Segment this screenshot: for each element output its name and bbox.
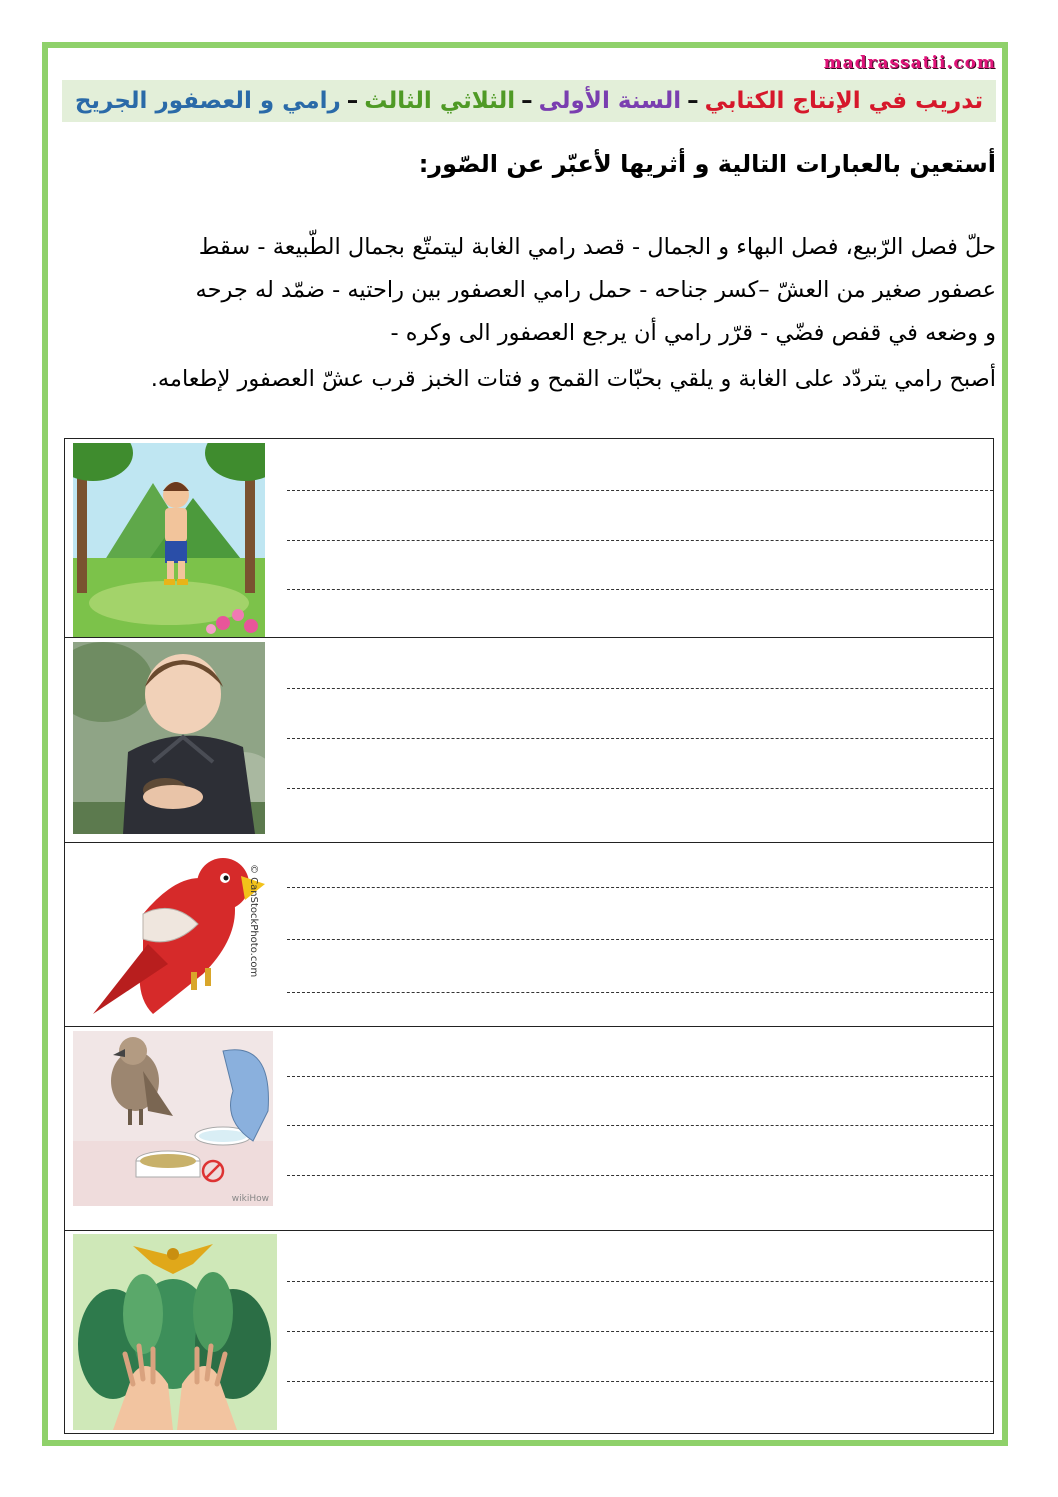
releasing-bird-picture <box>73 1234 277 1430</box>
dotted-line <box>287 1331 993 1332</box>
writing-lines <box>287 1230 993 1435</box>
table-row <box>65 439 993 637</box>
instruction: أستعين بالعبارات التالية و أثريها لأعبّر عن الصّور: <box>418 150 996 178</box>
banner-part-2: السنة الأولى <box>538 88 682 114</box>
table-row <box>65 1230 993 1435</box>
boy-in-forest-picture <box>73 443 265 637</box>
bandaged-red-bird-picture <box>73 844 275 1024</box>
writing-lines <box>287 1026 993 1230</box>
bird-with-food-bowls-picture <box>73 1031 273 1206</box>
dotted-line <box>287 490 993 491</box>
banner-part-1: تدريب في الإنتاج الكتابي <box>704 88 984 114</box>
boy-holding-bird-picture <box>73 642 265 834</box>
dotted-line <box>287 788 993 789</box>
dotted-line <box>287 1381 993 1382</box>
banner-part-4: رامي و العصفور الجريح <box>74 88 341 114</box>
banner-sep-2: – <box>521 88 533 114</box>
dotted-line <box>287 1175 993 1176</box>
phrase-line-4: أصبح رامي يتردّد على الغابة و يلقي بحبّات القمح و فتات الخبز قرب عشّ العصفور لإطعامه. <box>150 366 996 392</box>
writing-lines <box>287 637 993 842</box>
dotted-line <box>287 540 993 541</box>
phrase-line-3: و وضعه في قفص فضّي - قرّر رامي أن يرجع العصفور الى وكره - <box>390 320 996 346</box>
stock-watermark: wikiHow <box>231 1194 269 1204</box>
dotted-line <box>287 1281 993 1282</box>
dotted-line <box>287 738 993 739</box>
dotted-line <box>287 887 993 888</box>
dotted-line <box>287 688 993 689</box>
table-row <box>65 637 993 842</box>
banner-sep-1: – <box>687 88 699 114</box>
site-watermark: madrassatii.com <box>823 53 996 73</box>
dotted-line <box>287 992 993 993</box>
table-row <box>65 1026 993 1230</box>
phrase-list <box>62 226 996 355</box>
stock-watermark: © CanStockPhoto.com <box>248 864 259 978</box>
title-banner <box>62 80 996 122</box>
writing-lines <box>287 842 993 1026</box>
dotted-line <box>287 1076 993 1077</box>
writing-lines <box>287 439 993 637</box>
phrase-line-2: عصفور صغير من العشّ –كسر جناحه - حمل رامي العصفور بين راحتيه - ضمّد له جرحه <box>195 277 996 303</box>
dotted-line <box>287 1125 993 1126</box>
table-row <box>65 842 993 1026</box>
writing-table <box>64 438 994 1434</box>
banner-part-3: الثلاثي الثالث <box>364 88 516 114</box>
dotted-line <box>287 939 993 940</box>
phrase-line-1: حلّ فصل الرّبيع، فصل البهاء و الجمال - قصد رامي الغابة ليتمتّع بجمال الطّبيعة - سقط <box>198 234 996 260</box>
dotted-line <box>287 589 993 590</box>
banner-sep-3: – <box>346 88 359 114</box>
